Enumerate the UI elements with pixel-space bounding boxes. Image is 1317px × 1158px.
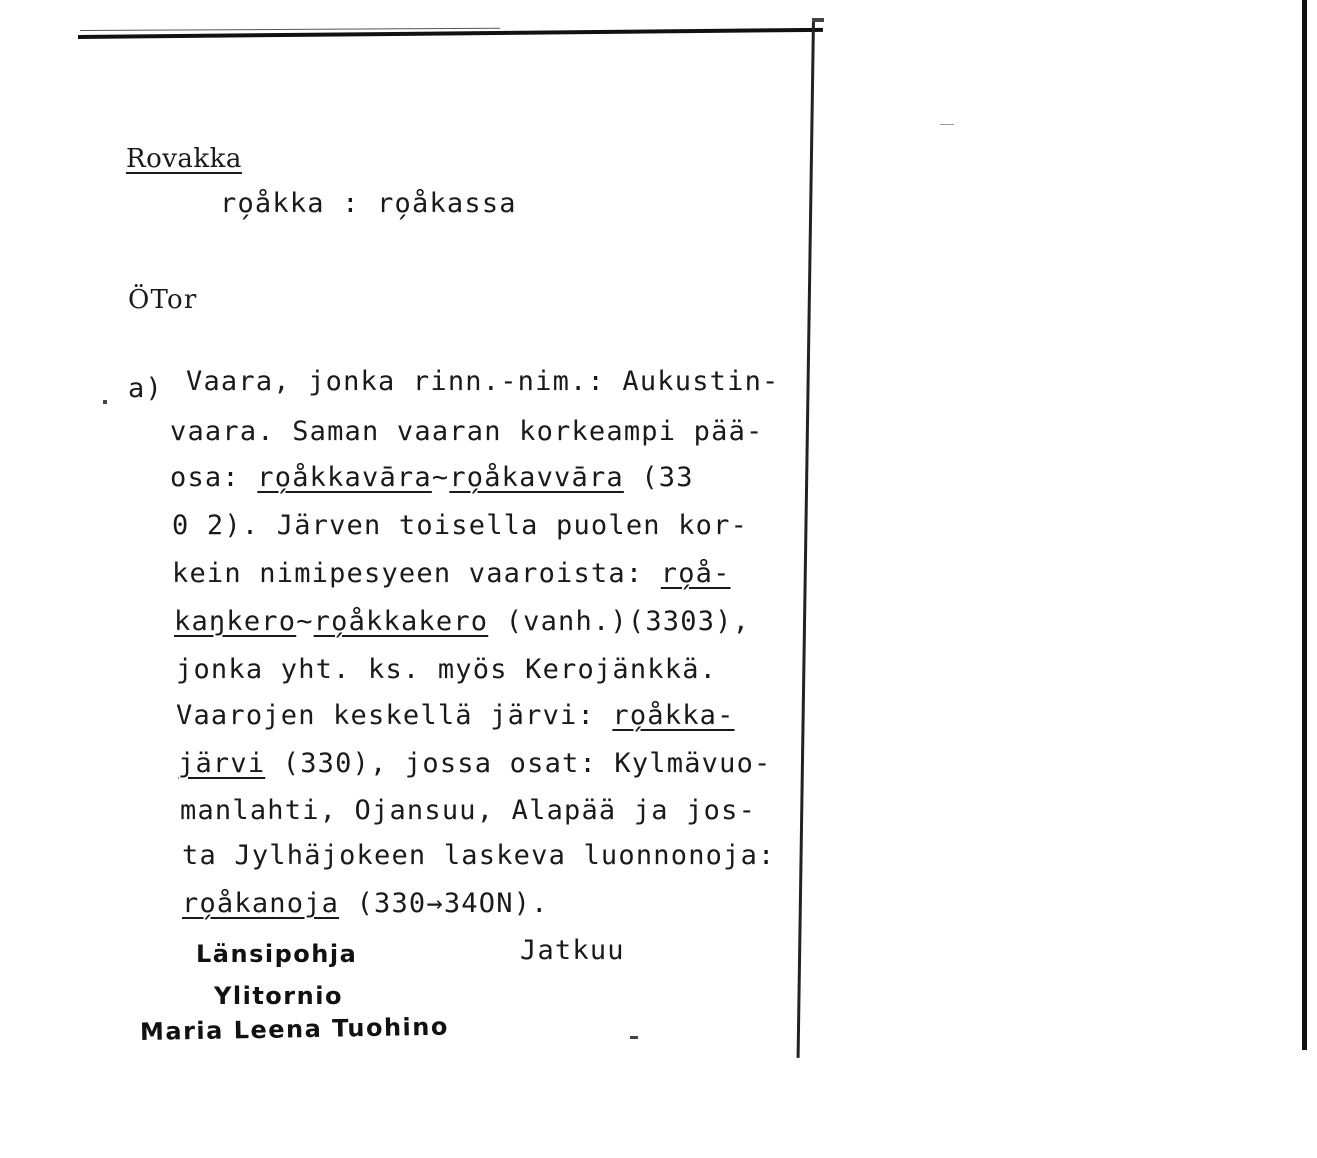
variant-tilde: ~ <box>296 606 314 637</box>
body-line: Vaara, jonka rinn.-nim.: Aukustin- <box>186 366 780 397</box>
body-text: (330), jossa osat: Kylmävuo- <box>265 748 772 779</box>
body-line: ta Jylhäjokeen laskeva luonnonoja: <box>182 840 776 871</box>
body-text: Vaarojen keskellä järvi: <box>176 700 613 731</box>
speck <box>103 400 107 404</box>
body-text: (vanh.)(3303), <box>488 606 751 637</box>
place-name-term: kaŋkero <box>174 606 297 637</box>
place-name-term: ro̗å- <box>660 558 731 589</box>
speck <box>812 18 824 22</box>
variant-tilde: ~ <box>431 462 450 493</box>
body-line <box>176 702 735 729</box>
body-line <box>172 560 731 587</box>
body-text: kein nimipesyeen vaaroista: <box>172 558 661 589</box>
place-name-term: ro̗åkavvāra <box>449 462 624 493</box>
body-line: vaara. Saman vaaran korkeampi pää- <box>170 416 764 447</box>
scan-edge-line <box>1302 0 1307 1050</box>
top-rule-thin <box>80 28 500 31</box>
body-line <box>182 890 549 917</box>
region-stamp: Länsipohja <box>196 940 358 968</box>
body-line: manlahti, Ojansuu, Alapää ja jos- <box>180 795 757 826</box>
continues-note: Jatkuu <box>520 935 625 966</box>
card-edge-line <box>797 18 815 1058</box>
source-marker: ÖTor <box>128 285 198 315</box>
parish-stamp: Ylitornio <box>214 982 343 1010</box>
speck <box>630 1036 638 1039</box>
headword: Rovakka <box>126 144 242 174</box>
body-text: osa: <box>170 462 258 493</box>
place-name-term: ro̗åkkakero <box>313 606 489 637</box>
body-line <box>178 750 772 777</box>
body-line: jonka yht. ks. myös Kerojänkkä. <box>176 654 718 685</box>
place-name-term: ro̗åkka- <box>612 700 735 731</box>
place-name-term: ro̗åkanoja <box>182 888 340 919</box>
body-line <box>170 464 694 491</box>
place-name-term: järvi <box>178 748 266 779</box>
body-text: (330→34ON). <box>339 888 549 919</box>
collector-stamp: Maria Leena Tuohino <box>139 1012 450 1046</box>
body-line <box>174 608 750 635</box>
entry-label: a) <box>128 373 163 404</box>
speck <box>940 124 954 125</box>
headword-forms: ro̗åkka : ro̗åkassa <box>220 188 517 219</box>
place-name-term: ro̗åkkavāra <box>257 462 432 493</box>
body-text: (33 <box>623 462 694 493</box>
body-line: 0 2). Järven toisella puolen kor- <box>172 510 749 541</box>
